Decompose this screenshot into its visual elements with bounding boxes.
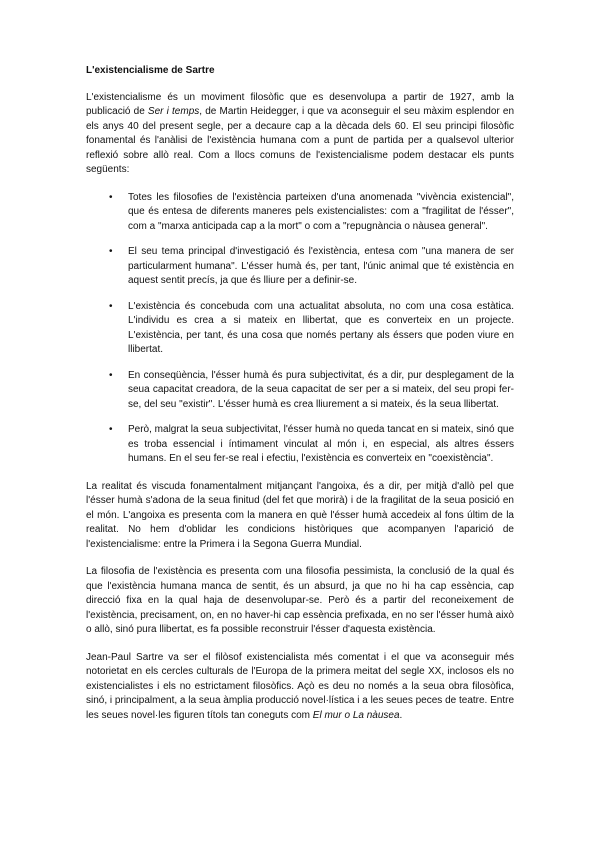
document-title: L'existencialisme de Sartre	[86, 65, 215, 76]
list-item: • L'existència és concebuda com una actualitat absoluta, no com una cosa estàtica. L'individu es crea a si mateix en llibertat, que es converteix en un projecte. L'existència, per tant, és una cosa que només pertany als éssers que poden viure en llibertat.	[106, 300, 514, 358]
paragraph-sartre	[86, 651, 514, 724]
bullet-list	[106, 191, 514, 467]
list-item: • El seu tema principal d'investigació és l'existència, entesa com "una manera de ser particularment humana". L'ésser humà és, per tant, l'únic animal que té existència en aquest sentit precís, ja que és lliure per a definir-se.	[106, 245, 514, 289]
sartre-text: Jean-Paul Sartre va ser el filòsof existencialista més comentat i el que va aconseguir més notorietat en els cercles culturals de l'Europa de la primera meitat del segle XX, inclosos els no existencialistes i els no estrictament filosòfics. Açò es deu no només a la seua obra filosòfica, sinó, i principalment, a la seua àmplia producció novel·lística i a les seues peces de teatre. Entre les seues novel·les figuren títols tan coneguts com	[86, 651, 515, 721]
list-item: • Totes les filosofies de l'existència parteixen d'una anomenada "vivència existencial", que és entesa de diferents maneres pels existencialistes: com a "fragilitat de l'ésser", com a "marxa anticipada cap a la mort" o com a "repugnància o nàusea general".	[106, 191, 514, 235]
intro-paragraph	[86, 91, 514, 178]
work-title-el-mur: El mur	[312, 709, 342, 721]
intro-text-start: L'existencialisme és un moviment filosòfic que es desenvolupa a partir de 1927, amb la publicació de	[86, 91, 514, 117]
work-title-ser-i-temps: Ser i temps	[147, 106, 200, 117]
intro-text-end: , de Martin Heidegger, i que va aconseguir el seu màxim esplendor en els anys 40 del present segle, per a decaure cap a la dècada dels 60. El seu principi filosòfic fonamental és l'anàlisi de l'existència humana com a punt de partida per a qualsevol ulterior reflexió sobre allò real. Com a llocs comuns de l'existencialisme podem destacar els punts següents:	[86, 106, 514, 175]
list-item: • Però, malgrat la seua subjectivitat, l'ésser humà no queda tancat en si mateix, sinó que es troba essencial i íntimament vinculat al món i, en especial, als altres éssers humans. En el seu fer-se real i efectiu, l'existència es converteix en "coexistència".	[106, 423, 514, 467]
sartre-text-end: .	[399, 709, 403, 721]
list-item: • En conseqüència, l'ésser humà és pura subjectivitat, és a dir, pur desplegament de la seua capacitat creadora, de la seua capacitat de ser per a si mateix, del seu propi fer-se, del seu "existir". L'ésser humà es crea lliurement a si mateix, és la seua llibertat.	[106, 369, 514, 413]
paragraph-angoixa: La realitat és viscuda fonamentalment mitjançant l'angoixa, és a dir, per mitjà d'allò pel que l'ésser humà s'adona de la seua finitud (del fet que morirà) i de la fragilitat de la seua posició en el món. L'angoixa es presenta com la manera en què l'ésser humà accedeix al fons últim de la realitat. No hem d'oblidar les condicions històriques que acompanyen l'aparició de l'existencialisme: entre la Primera i la Segona Guerra Mundial.	[86, 480, 514, 550]
paragraph-pessimisme: La filosofia de l'existència es presenta com una filosofia pessimista, la conclusió de la qual és que l'existència humana manca de sentit, és un absurd, ja que no hi ha cap essència, cap direcció fixa en la qual haja de desenvolupar-se. Però és a partir del reconeixement de l'existència, precisament, on, en no haver-hi cap essència prefixada, en no ser l'ésser humà això o allò, sinó pura llibertat, es fa possible reconstruir l'ésser d'aquesta existència.	[86, 566, 514, 635]
work-title-la-nausea: o La nàusea	[344, 709, 400, 721]
